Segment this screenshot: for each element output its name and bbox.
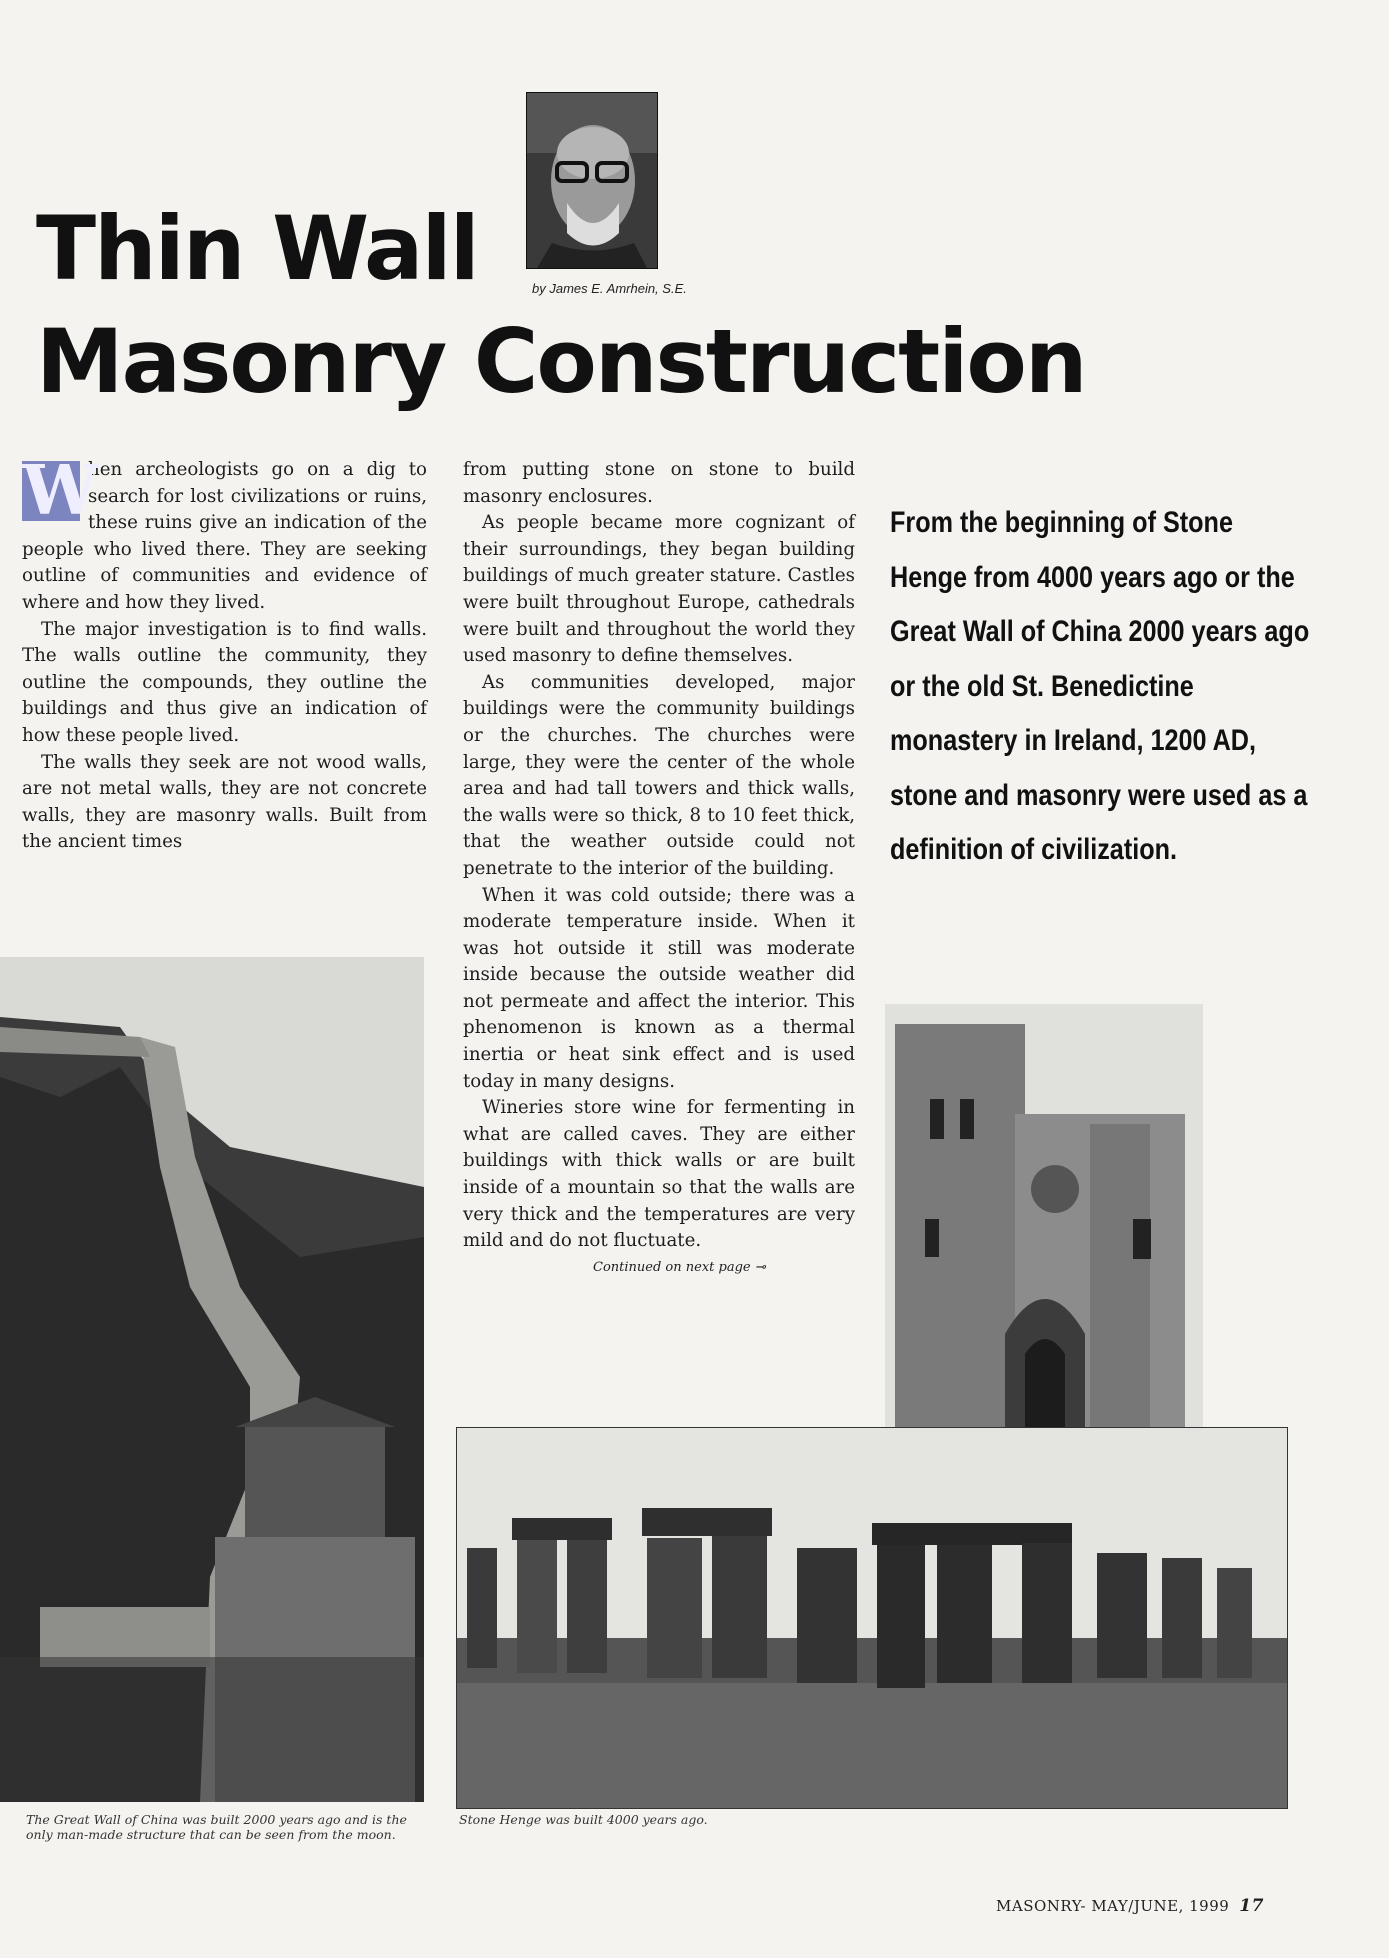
stonehenge-image [457,1428,1287,1808]
paragraph: The major investigation is to find walls. The walls outline the community, they outline the compounds, they outline the buildings and thus give an indication of how these people lived. [22,618,427,746]
stonehenge-caption: Stone Henge was built 4000 years ago. [459,1812,708,1827]
page-footer [996,1896,1264,1916]
article-column-2 [463,457,855,1281]
drop-cap: W [22,451,99,531]
paragraph: Wineries store wine for fermenting in what are called caves. They are either buildings with thick walls or are built inside of a mountain so that the walls are very thick and the temperatures are very mild and do not fluctuate. [463,1097,855,1252]
title-line-2: Masonry Construction [36,310,1086,413]
cathedral-image [885,1004,1203,1469]
continued-note: Continued on next page ⊸ [593,1259,766,1275]
page-number: 17 [1239,1896,1264,1916]
paragraph: As communities developed, major buildings were the community buildings or the churches. The churches were large, they were the center of the whole area and had tall towers and thick walls, the walls were so thick, 8 to 10 feet thick, that the weather outside could not penetrate to the interior of the building. [463,671,855,879]
paragraph: When it was cold outside; there was a moderate temperature inside. When it was hot outside it still was moderate inside because the outside weather did not permeate and affect the interior. This phenomenon is known as a thermal inertia or heat sink effect and is used today in many designs. [463,884,855,1092]
paragraph: The walls they seek are not wood walls, are not metal walls, they are not concrete walls, they are masonry walls. Built from the ancient times [22,751,427,853]
great-wall-caption: The Great Wall of China was built 2000 years ago and is the only man-made structure that can be seen from the moon. [26,1812,407,1842]
publication-info: MASONRY- MAY/JUNE, 1999 [996,1897,1230,1915]
byline: by James E. Amrhein, S.E. [532,281,687,296]
article-column-1 [22,451,427,856]
paragraph: hen archeologists go on a dig to search for lost civilizations or ruins, these ruins give an indication of the people who lived there. They are seeking outline of communities and evidence of where and how they lived. [22,459,427,613]
paragraph: from putting stone on stone to build masonry enclosures. [463,459,855,507]
pull-quote: From the beginning of Stone Henge from 4000 years ago or the Great Wall of China 2000 years ago or the old St. Benedictine monastery in Ireland, 1200 AD, stone and masonry were used as a definition of civilization. [890,506,1310,866]
author-portrait-image [527,93,657,268]
title-line-1: Thin Wall [36,197,478,300]
cathedral-photo [885,1004,1203,1469]
stonehenge-photo [456,1427,1288,1809]
author-portrait [526,92,658,269]
arrow-icon: ⊸ [754,1259,766,1275]
great-wall-photo [0,957,424,1802]
great-wall-image [0,957,424,1802]
paragraph: As people became more cognizant of their surroundings, they began building buildings of much greater stature. Castles were built throughout Europe, cathedrals were built and throughout the world they used masonry to define themselves. [463,512,855,667]
